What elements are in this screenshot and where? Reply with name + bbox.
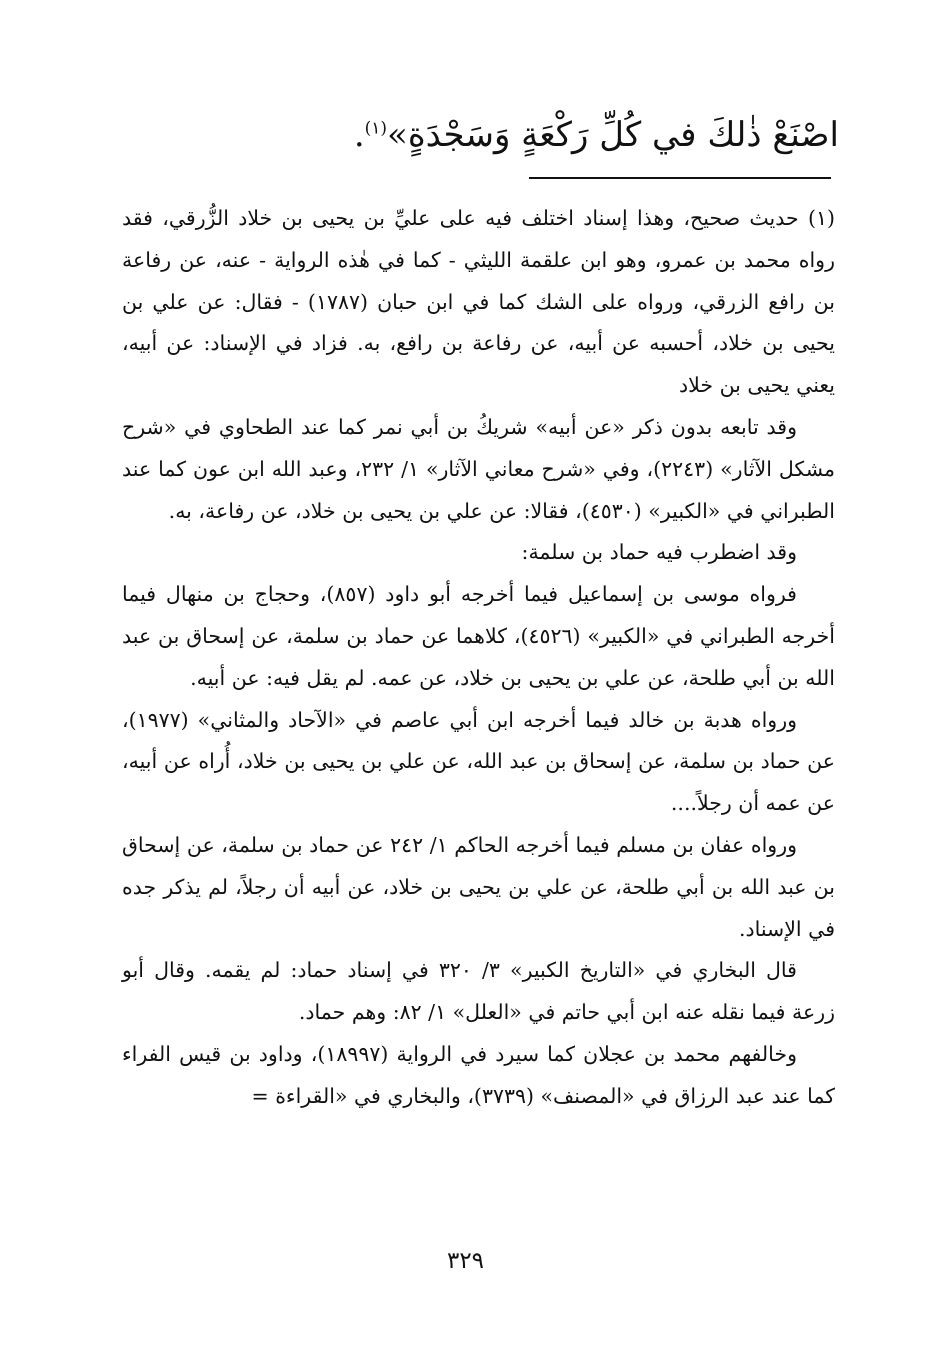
main-text-line [119, 100, 839, 170]
footnote-section [122, 198, 835, 1118]
footnote-paragraph-4: فرواه موسى بن إسماعيل فيما أخرجه أبو داود (٨٥٧)، وحجاج بن منهال فيما أخرجه الطبراني في «الكبير» (٤٥٢٦)، كلاهما عن حماد بن سلمة، عن إسحاق بن عبد الله بن أبي طلحة، عن علي بن يحيى بن خلاد، عن عمه. لم يقل فيه: عن أبيه. [122, 582, 835, 690]
footnote-paragraph-7: قال البخاري في «التاريخ الكبير» ٣/ ٣٢٠ في إسناد حماد: لم يقمه. وقال أبو زرعة فيما نقله عنه ابن أبي حاتم في «العلل» ١/ ٨٢: وهم حماد. [122, 958, 835, 1025]
footnote-reference[interactable]: (١) [364, 118, 388, 139]
page-number: ٣٢٩ [446, 1248, 485, 1274]
footnote-paragraph-1: (١) حديث صحيح، وهذا إسناد اختلف فيه على عليِّ بن يحيى بن خلاد الزُّرقي، فقد رواه محمد بن عمرو، وهو ابن علقمة الليثي - كما في هٰذه الرواية - عنه، عن رفاعة بن رافع الزرقي، ورواه على الشك كما في ابن حبان (١٧٨٧) - فقال: عن علي بن يحيى بن خلاد، أحسبه عن أبيه، عن رفاعة بن رافع، به. فزاد في الإسناد: عن أبيه، يعني يحيى بن خلاد [122, 206, 835, 398]
footnote-paragraph-8: وخالفهم محمد بن عجلان كما سيرد في الرواية (١٨٩٩٧)، وداود بن قيس الفراء كما عند عبد الرزاق في «المصنف» (٣٧٣٩)، والبخاري في «القراءة = [122, 1041, 835, 1108]
footnote-paragraph-3: وقد اضطرب فيه حماد بن سلمة: [521, 540, 797, 565]
footnote-paragraph-6: ورواه عفان بن مسلم فيما أخرجه الحاكم ١/ ٢٤٢ عن حماد بن سلمة، عن إسحاق بن عبد الله بن أبي طلحة، عن علي بن يحيى بن خلاد، عن أبيه أن رجلاً، لم يذكر جده في الإسناد. [122, 832, 835, 941]
footnote-separator-rule [529, 177, 831, 179]
footnote-paragraph-2: وقد تابعه بدون ذكر «عن أبيه» شريكُ بن أبي نمر كما عند الطحاوي في «شرح مشكل الآثار» (٢٢٤٣)، وفي «شرح معاني الآثار» ١/ ٢٣٢، وعبد الله ابن عون كما عند الطبراني في «الكبير» (٤٥٣٠)، فقالا: عن علي بن يحيى بن خلاد، عن رفاعة، به. [122, 414, 835, 523]
footnote-paragraph-5: ورواه هدبة بن خالد فيما أخرجه ابن أبي عاصم في «الآحاد والمثاني» (١٩٧٧)، عن حماد بن سلمة، عن إسحاق بن عبد الله، عن علي بن يحيى بن خلاد، أُراه عن أبيه، عن عمه أن رجلاً.... [122, 707, 835, 816]
hadith-text: اصْنَعْ ذٰلكَ في كُلِّ رَكْعَةٍ وَسَجْدَةٍ» [387, 115, 839, 155]
end-punctuation: . [353, 115, 365, 155]
